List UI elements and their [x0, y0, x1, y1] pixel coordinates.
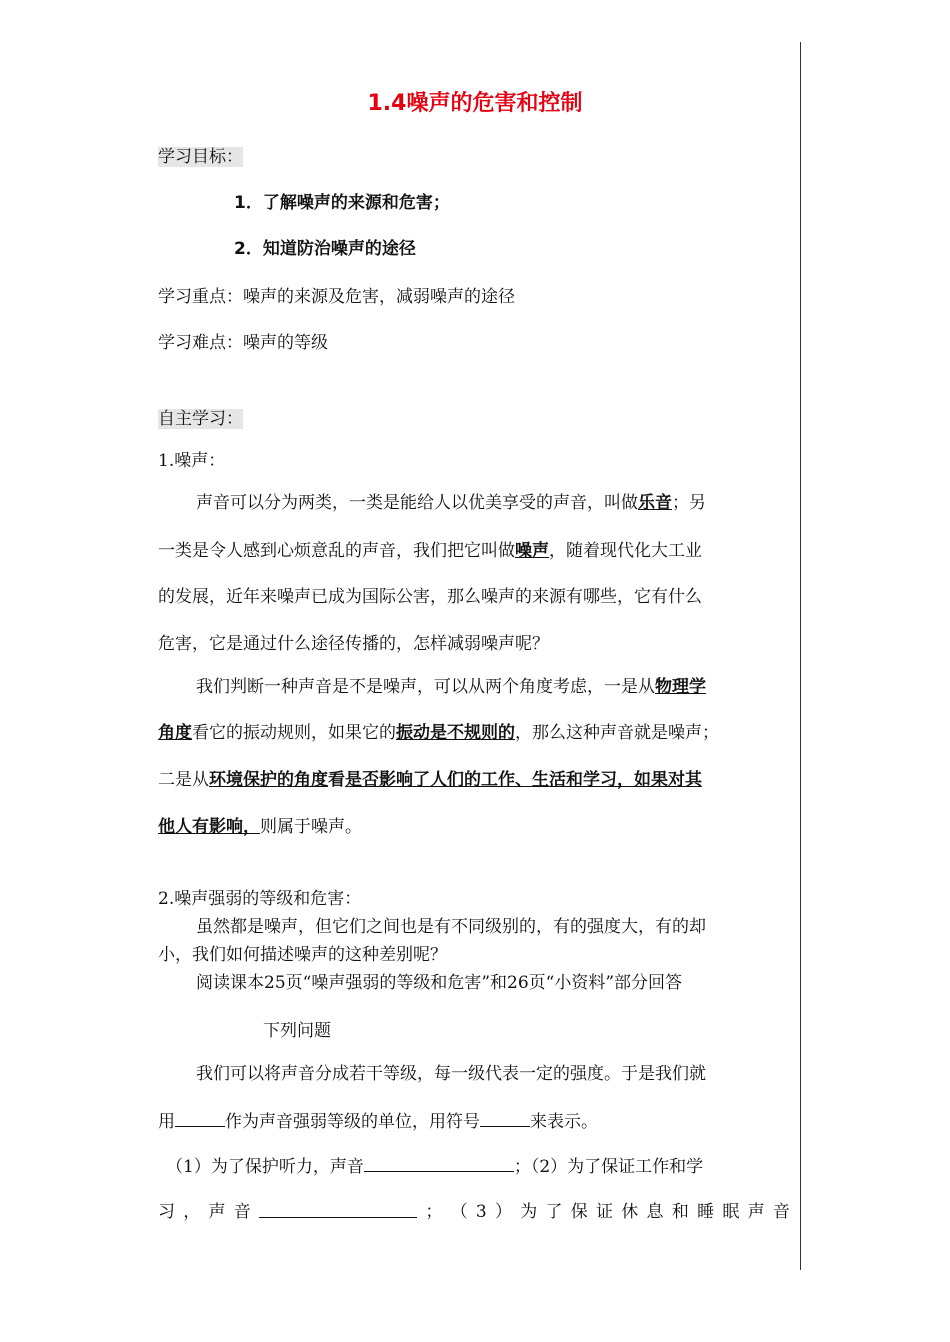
term-music: 乐音 — [638, 493, 672, 513]
section1-p1-line2: 一类是令人感到心烦意乱的声音，我们把它叫做噪声，随着现代化大工业 — [158, 541, 702, 561]
section2-p3-line2: 用 作为声音强弱等级的单位，用符号 来表示。 — [158, 1112, 598, 1132]
answer-blank-hearing[interactable] — [364, 1155, 514, 1172]
answer-blank-unit[interactable] — [175, 1110, 225, 1127]
margin-rule — [800, 42, 801, 1270]
section2-p1-line1: 虽然都是噪声，但它们之间也是有不同级别的，有的强度大，有的却 — [196, 917, 706, 937]
term-noise: 噪声 — [515, 541, 549, 561]
difficult-point: 学习难点：噪声的等级 — [158, 333, 328, 353]
objectives-heading: 学习目标： — [158, 147, 243, 167]
question-line-1: （1）为了保护听力，声音 ；（2）为了保证工作和学 — [166, 1157, 704, 1177]
section1-heading: 1.噪声： — [158, 451, 226, 471]
section2-p3-line1: 我们可以将声音分成若干等级，每一级代表一定的强度。于是我们就 — [196, 1064, 706, 1084]
section2-p2-line1: 阅读课本25页“噪声强弱的等级和危害”和26页“小资料”部分回答 — [196, 973, 683, 993]
section2-p2-line2: 下列问题 — [263, 1021, 331, 1041]
section1-p1-line3: 的发展，近年来噪声已成为国际公害，那么噪声的来源有哪些，它有什么 — [158, 587, 702, 607]
question-line-2: 习 ， 声 音 ； （ 3 ） 为 了 保 证 休 息 和 睡 眠 声 音 — [158, 1202, 790, 1222]
self-study-heading: 自主学习： — [158, 409, 243, 429]
section2-heading: 2.噪声强弱的等级和危害： — [158, 889, 362, 909]
page-title: 1.4噪声的危害和控制 — [367, 91, 583, 116]
objective-item-2: 2．知道防治噪声的途径 — [234, 239, 416, 259]
section1-p2-line1: 我们判断一种声音是不是噪声，可以从两个角度考虑，一是从物理学 — [196, 677, 706, 697]
objective-item-1: 1．了解噪声的来源和危害； — [234, 193, 450, 213]
key-point: 学习重点：噪声的来源及危害，减弱噪声的途径 — [158, 287, 515, 307]
section1-p2-line3: 二是从环境保护的角度看是否影响了人们的工作、生活和学习，如果对其 — [158, 770, 702, 790]
section1-p1-line1: 声音可以分为两类，一类是能给人以优美享受的声音，叫做乐音；另 — [196, 493, 706, 513]
section1-p1-line4: 危害，它是通过什么途径传播的，怎样减弱噪声呢？ — [158, 634, 549, 654]
answer-blank-work[interactable] — [259, 1201, 417, 1218]
section1-p2-line2: 角度看它的振动规则，如果它的振动是不规则的，那么这种声音就是噪声； — [158, 723, 719, 743]
answer-blank-symbol[interactable] — [480, 1110, 530, 1127]
section2-p1-line2: 小，我们如何描述噪声的这种差别呢？ — [158, 945, 447, 965]
section1-p2-line4: 他人有影响，则属于噪声。 — [158, 817, 362, 837]
